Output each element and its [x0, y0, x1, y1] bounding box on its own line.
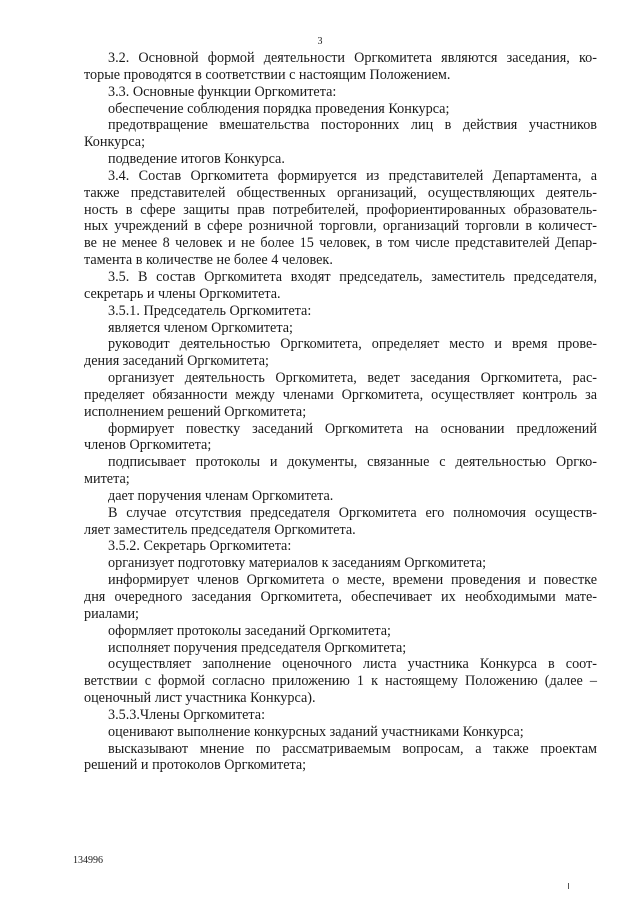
- text-line: оформляет протоколы заседаний Оргкомитета;: [108, 622, 391, 639]
- text-line: торые проводятся в соответствии с настоящим Положением.: [84, 66, 451, 83]
- text-line: исполнением решений Оргкомитета;: [84, 403, 307, 420]
- text-line: оценочный лист участника Конкурса).: [84, 690, 316, 707]
- text-line: ность в сфере защиты прав потребителей, профориентированных образователь-: [84, 201, 597, 218]
- text-line: организует подготовку материалов к заседаниям Оргкомитета;: [108, 555, 487, 572]
- scan-mark: [568, 883, 569, 889]
- text-line: является членом Оргкомитета;: [108, 319, 293, 336]
- text-line: Конкурса;: [84, 134, 146, 151]
- text-line: подписывает протоколы и документы, связанные с деятельностью Оргко-: [108, 454, 597, 471]
- text-line: ве не менее 8 человек и не более 15 человек, в том числе представителей Депар-: [84, 235, 597, 252]
- footer-code: 134996: [73, 855, 103, 866]
- text-line: информирует членов Оргкомитета о месте, времени проведения и повестке: [108, 572, 597, 589]
- text-line: 3.5.3.Члены Оргкомитета:: [108, 706, 266, 723]
- text-line: оценивают выполнение конкурсных заданий участниками Конкурса;: [108, 723, 524, 740]
- text-line: митета;: [84, 471, 130, 488]
- text-line: В случае отсутствия председателя Оргкомитета его полномочия осуществ-: [108, 504, 597, 521]
- text-line: 3.5.1. Председатель Оргкомитета:: [108, 302, 312, 319]
- text-line: 3.5. В состав Оргкомитета входят председатель, заместитель председателя,: [108, 268, 597, 285]
- text-line: ляет заместитель председателя Оргкомитета.: [84, 521, 356, 538]
- text-line: дня очередного заседания Оргкомитета, обеспечивает их необходимыми мате-: [84, 589, 597, 605]
- text-line: предотвращение вмешательства посторонних лиц в действия участников: [108, 117, 597, 134]
- text-line: исполняет поручения председателя Оргкомитета;: [108, 639, 407, 656]
- text-line: пределяет обязанности между членами Оргкомитета, осуществляет контроль за: [84, 386, 597, 403]
- text-line: высказывают мнение по рассматриваемым вопросам, а также проектам: [108, 740, 597, 757]
- text-line: 3.3. Основные функции Оргкомитета:: [108, 83, 337, 100]
- text-line: членов Оргкомитета;: [84, 437, 212, 454]
- text-line: 3.4. Состав Оргкомитета формируется из представителей Департамента, а: [108, 167, 597, 184]
- text-line: дает поручения членам Оргкомитета.: [108, 487, 334, 504]
- text-line: руководит деятельностью Оргкомитета, определяет место и время прове-: [108, 336, 597, 353]
- text-line: тамента в количестве не более 4 человек.: [84, 252, 333, 269]
- text-line: организует деятельность Оргкомитета, ведет заседания Оргкомитета, рас-: [108, 370, 597, 387]
- text-line: дения заседаний Оргкомитета;: [84, 353, 269, 370]
- text-line: осуществляет заполнение оценочного листа участника Конкурса в соот-: [108, 656, 597, 673]
- text-line: обеспечение соблюдения порядка проведения Конкурса;: [108, 100, 450, 117]
- text-line: риалами;: [84, 605, 139, 622]
- text-line: решений и протоколов Оргкомитета;: [84, 757, 307, 774]
- text-line: также представителей общественных организаций, осуществляющих деятель-: [84, 184, 597, 201]
- text-line: формирует повестку заседаний Оргкомитета на основании предложений: [108, 420, 597, 437]
- text-line: 3.5.2. Секретарь Оргкомитета:: [108, 538, 292, 555]
- text-line: ных учреждений в сфере розничной торговли, организаций торговли в количест-: [84, 218, 597, 235]
- page-number: 3: [317, 36, 323, 47]
- text-line: ветствии с формой согласно приложению 1 к настоящему Положению (далее –: [84, 673, 597, 690]
- text-line: подведение итогов Конкурса.: [108, 151, 285, 168]
- text-line: секретарь и члены Оргкомитета.: [84, 285, 281, 302]
- text-line: 3.2. Основной формой деятельности Оргкомитета являются заседания, ко-: [108, 50, 597, 66]
- document-body: [84, 50, 597, 774]
